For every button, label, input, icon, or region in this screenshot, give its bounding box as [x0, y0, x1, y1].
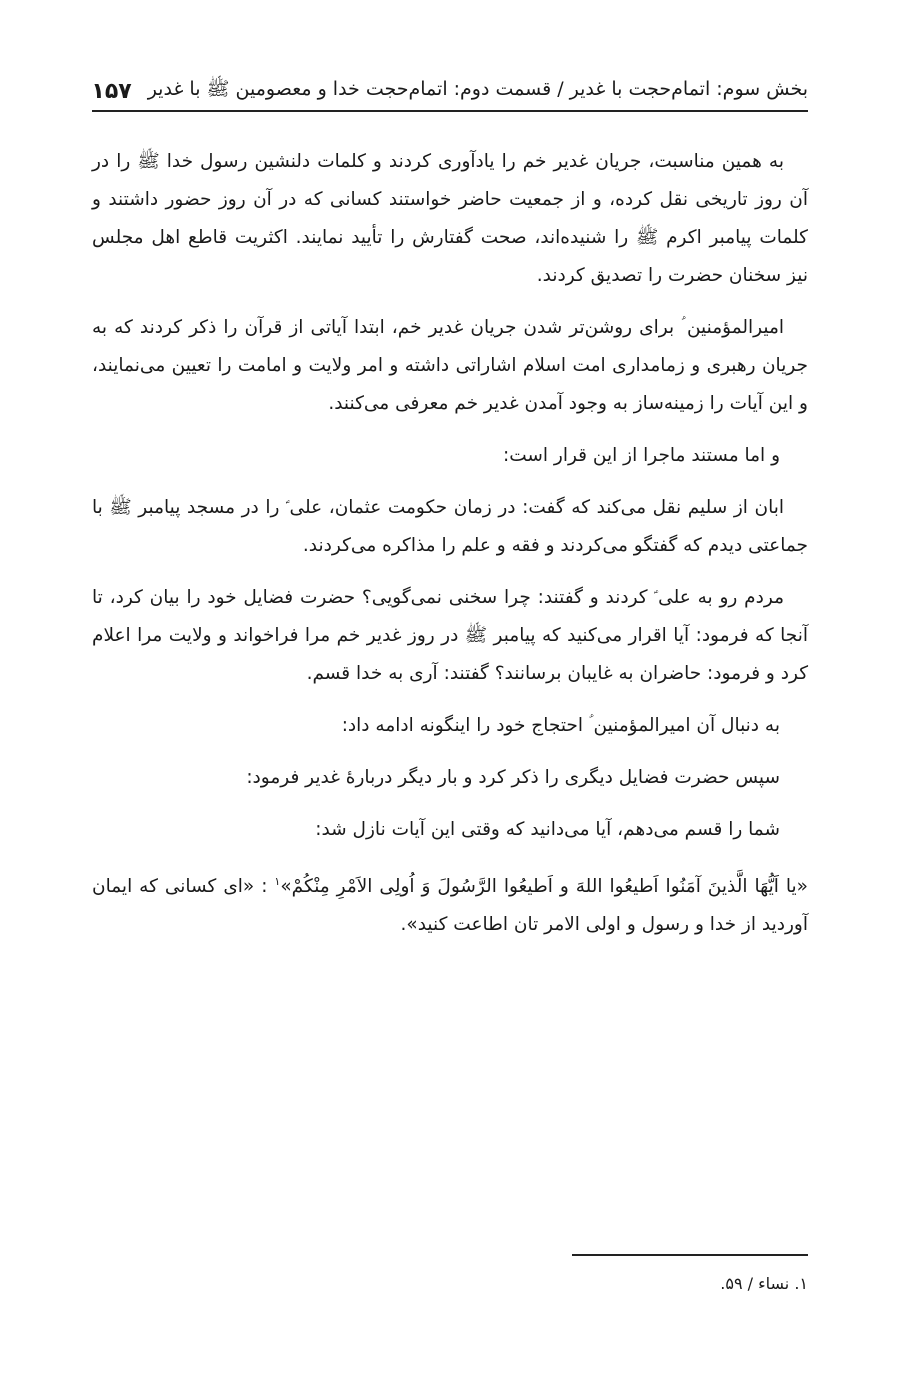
verse-translation: : «ای کسانی که ایمان آوردید از خدا و رسول و اولی الامر تان اطاعت کنید». [92, 876, 808, 936]
running-title: بخش سوم: اتمام‌حجت با غدیر / قسمت دوم: اتمام‌حجت خدا و معصومین ﷺ با غدیر [147, 78, 808, 100]
paragraph: سپس حضرت فضایل دیگری را ذکر کرد و بار دیگر دربارهٔ غدیر فرمود: [246, 767, 780, 788]
page-header [92, 72, 808, 112]
quran-verse: «یا اَیُّهَا الَّذینَ آمَنُوا اَطیعُوا اللهَ و اَطیعُوا الرَّسُولَ وَ اُولِی الاَمْرِ مِنْکُمْ» [280, 876, 808, 898]
paragraph: به دنبال آن امیرالمؤمنین ؑ احتجاج خود را اینگونه ادامه داد: [341, 715, 780, 736]
paragraph: شما را قسم می‌دهم، آیا می‌دانید که وقتی این آیات نازل شد: [315, 819, 780, 840]
paragraph: ابان از سلیم نقل می‌کند که گفت: در زمان حکومت عثمان، علی ؑ را در مسجد پیامبر ﷺ با جماعتی دیدم که گفتگو می‌کردند و فقه و علم را مذاکره می‌کردند. [92, 497, 808, 556]
paragraph: امیرالمؤمنین ؑ برای روشن‌تر شدن جریان غدیر خم، ابتدا آیاتی از قرآن را ذکر کردند که به جریان رهبری و زمامداری امت اسلام اشاراتی داشته و امر ولایت و امامت را تعیین می‌نمایند، و این آیات را زمینه‌ساز به وجود آمدن غدیر خم معرفی می‌کنند. [92, 317, 808, 414]
paragraph: به همین مناسبت، جریان غدیر خم را یادآوری کردند و کلمات دلنشین رسول خدا ﷺ را در آن روز تاریخی نقل کرده، و از جمعیت حاضر خواستند کسانی که در آن روز حضور داشتند و کلمات پیامبر اکرم ﷺ را شنیده‌اند، صحت گفتارش را تأیید نمایند. اکثریت قاطع اهل مجلس نیز سخنان حضرت را تصدیق کردند. [92, 151, 808, 286]
paragraph: و اما مستند ماجرا از این قرار است: [502, 445, 780, 466]
paragraph: مردم رو به علی ؑ کردند و گفتند: چرا سخنی نمی‌گویی؟ حضرت فضایل خود را بیان کرد، تا آنجا که فرمود: آیا اقرار می‌کنید که پیامبر ﷺ در روز غدیر خم مرا فراخواند و ولایت مرا اعلام کرد و فرمود: حاضران به غایبان برسانند؟ گفتند: آری به خدا قسم. [92, 587, 808, 684]
page-number: ۱۵۷ [91, 78, 132, 104]
footnote: ۱. نساء / ۵۹. [720, 1274, 808, 1293]
page-body [92, 143, 808, 958]
footnote-divider [572, 1254, 808, 1256]
footnote-marker: ۱ [274, 875, 281, 888]
verse-paragraph [92, 863, 808, 944]
